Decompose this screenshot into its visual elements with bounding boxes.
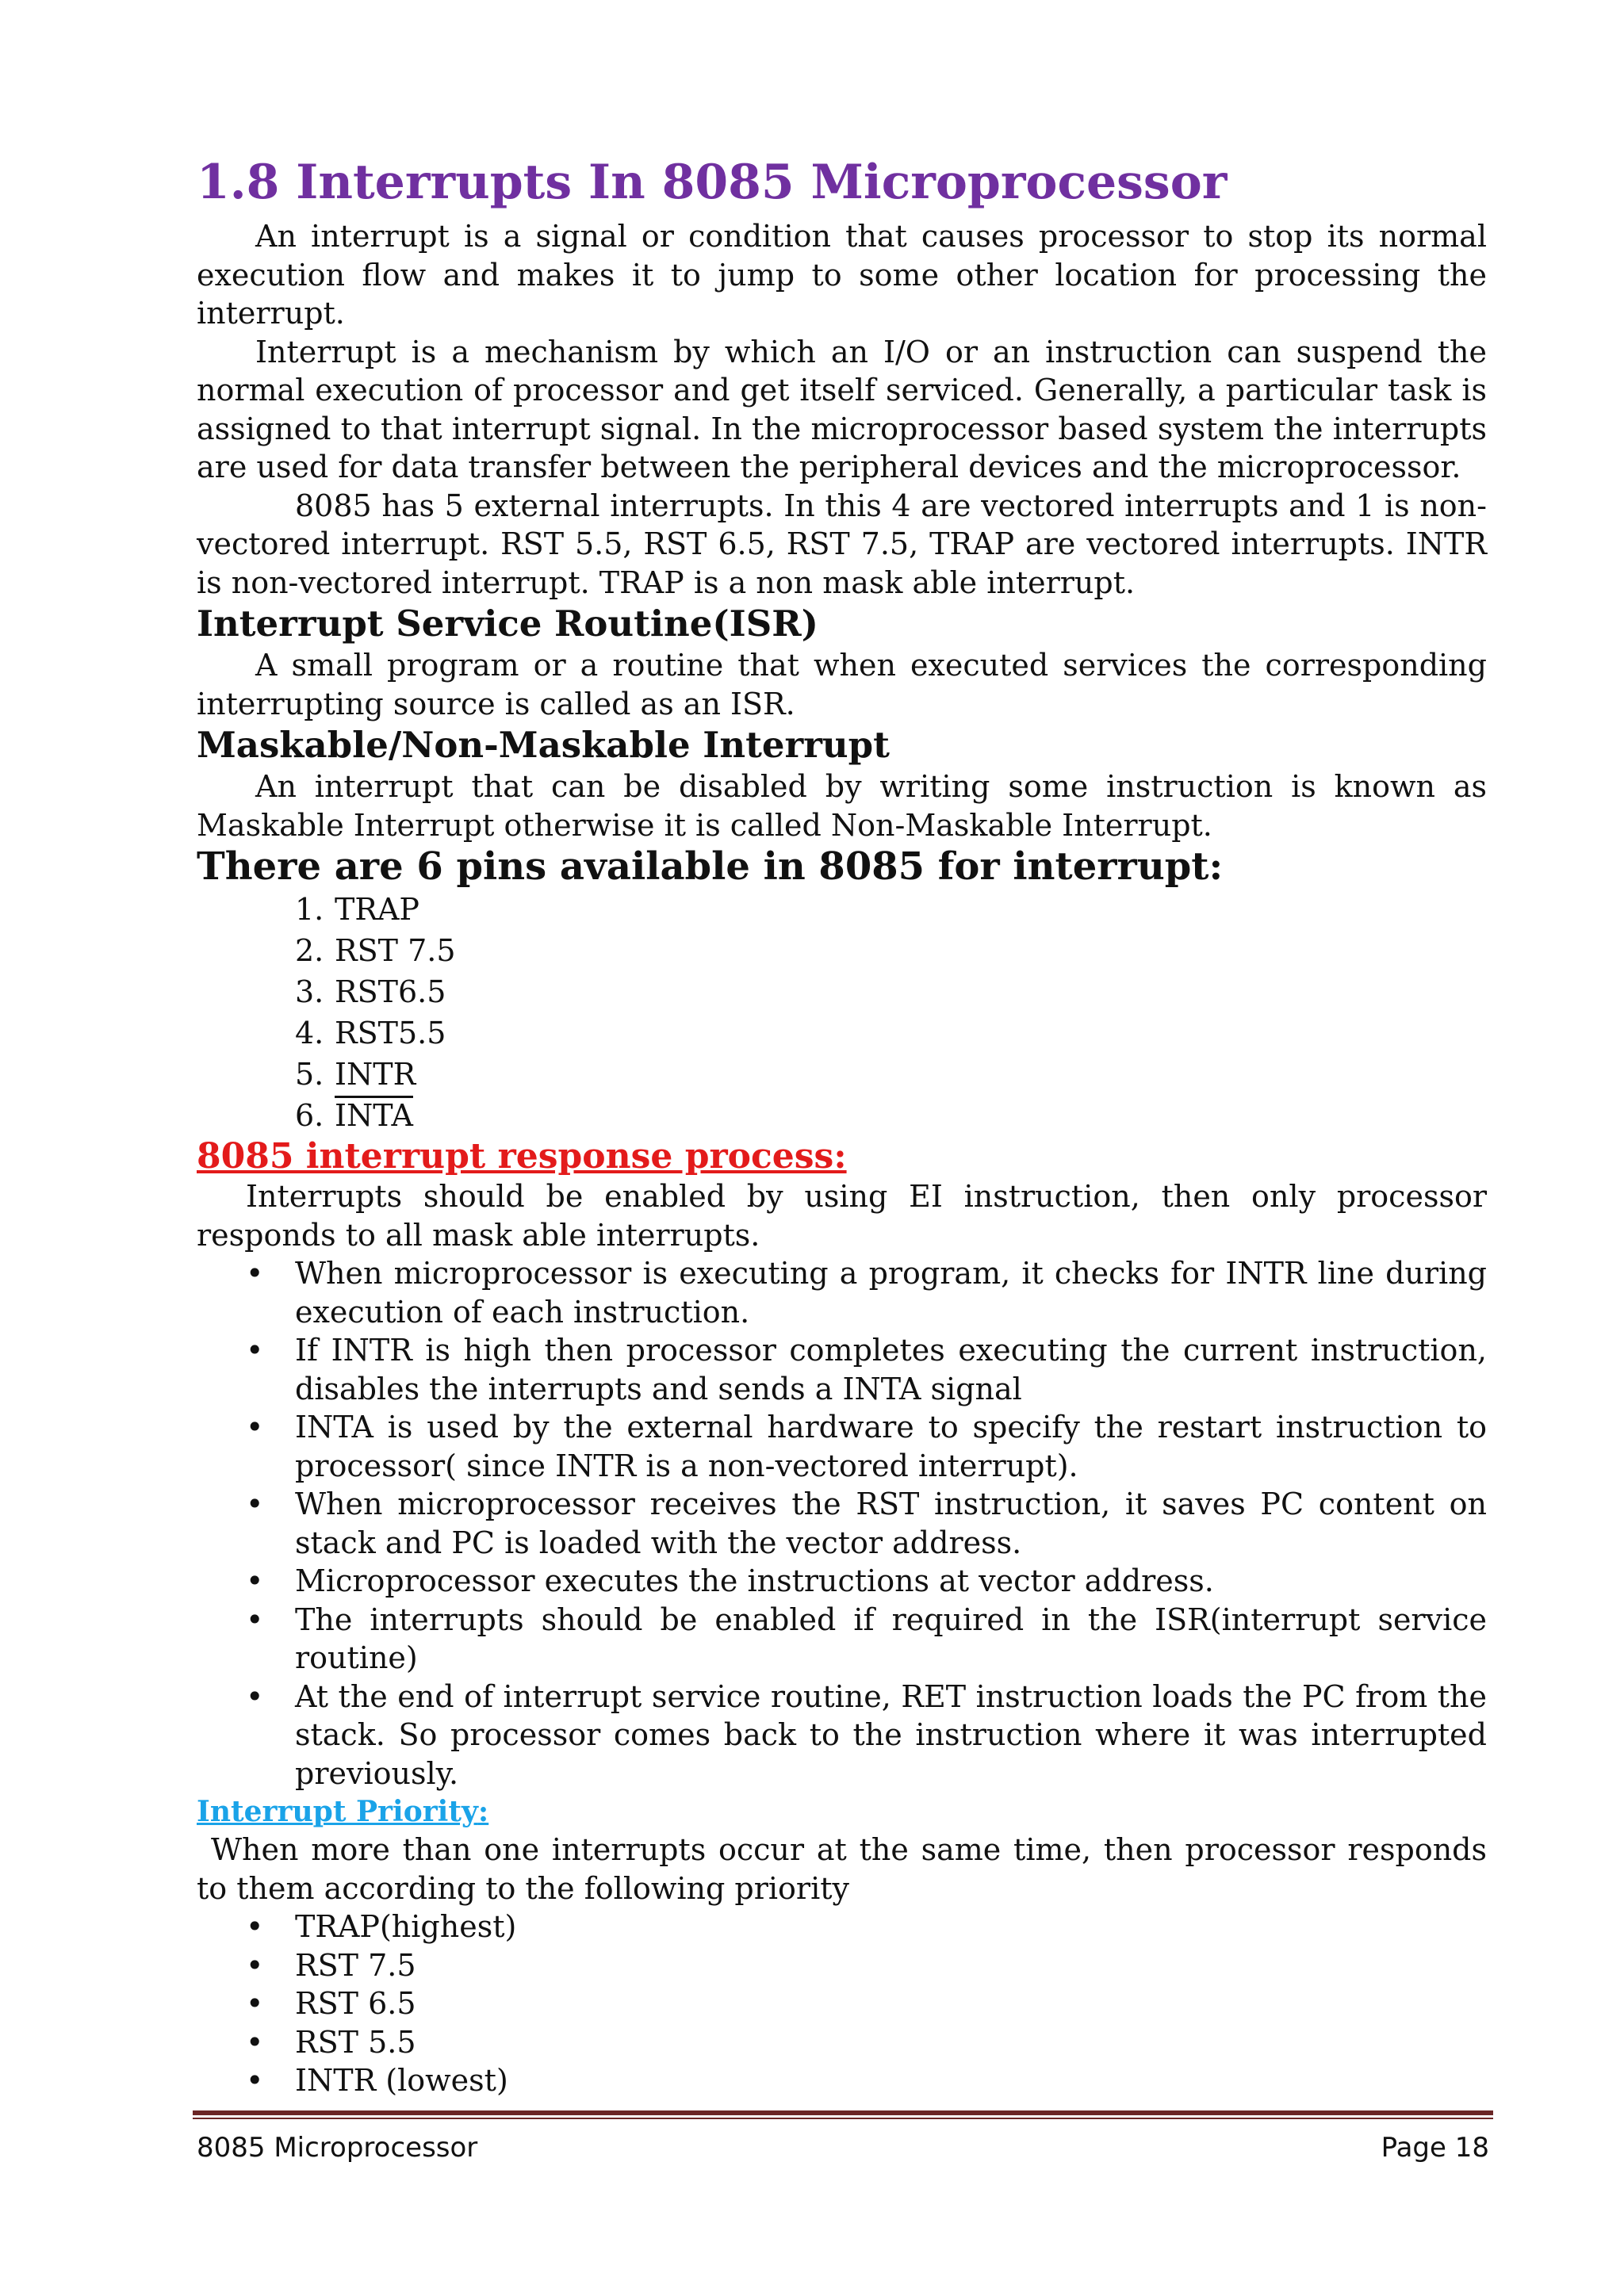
priority-list [197, 1908, 1487, 2100]
bullet-text: The interrupts should be enabled if required in the ISR(interrupt service routine) [295, 1601, 1487, 1675]
priority-heading-text: Interrupt Priority [197, 1795, 478, 1828]
pin-number: 6. [295, 1098, 324, 1133]
page-content [197, 151, 1487, 2100]
bullet-icon: • [246, 1487, 264, 1521]
pin-number: 3. [295, 974, 324, 1009]
bullet-text: When microprocessor receives the RST instruction, it saves PC content on stack and PC is loaded with the vector address. [295, 1487, 1487, 1560]
pins-list [197, 889, 1487, 1136]
bullet-icon: • [246, 1333, 264, 1368]
bullet-icon: • [246, 1947, 264, 1983]
bullet-icon: • [246, 1909, 264, 1944]
footer-rule-thin [193, 2118, 1493, 2119]
priority-item [197, 2023, 1487, 2062]
bullet-text: INTA is used by the external hardware to specify the restart instruction to processor( since INTR is a non-vectored interrupt). [295, 1410, 1487, 1483]
bullet-icon: • [246, 2063, 264, 2098]
bullet-icon: • [246, 1986, 264, 2021]
priority-heading-colon: : [477, 1795, 489, 1828]
pin-item [295, 971, 1487, 1012]
bullet-icon: • [246, 1678, 264, 1714]
intro-paragraph-2: Interrupt is a mechanism by which an I/O or an instruction can suspend the normal execution of processor and get itself serviced. Generally, a particular task is assigned to that interrupt signal. In the microprocessor based system the interrupts are used for data transfer between the peripheral devices and the microprocessor. [197, 334, 1487, 484]
maskable-paragraph: An interrupt that can be disabled by writing some instruction is known as Maskable Interrupt otherwise it is called Non-Maskable Interrupt. [197, 769, 1487, 843]
bullet-icon: • [246, 1601, 264, 1637]
priority-item [197, 1908, 1487, 1946]
bullet-icon: • [246, 1410, 264, 1445]
response-heading: 8085 interrupt response process: [197, 1136, 847, 1177]
footer-doc-title: 8085 Microprocessor [197, 2132, 478, 2164]
bullet-icon: • [246, 1563, 264, 1598]
bullet-icon: • [246, 2024, 264, 2060]
bullet-text: Microprocessor executes the instructions at vector address. [295, 1563, 1214, 1598]
pin-item [295, 889, 1487, 930]
response-bullet [197, 1331, 1487, 1408]
pins-heading: There are 6 pins available in 8085 for interrupt: [197, 844, 1224, 889]
priority-heading [197, 1793, 1487, 1831]
priority-item-text: RST 6.5 [295, 1986, 416, 2021]
intro-paragraph-1: An interrupt is a signal or condition that causes processor to stop its normal execution flow and makes it to jump to some other location for processing the interrupt. [197, 219, 1487, 331]
priority-item-text: INTR (lowest) [295, 2063, 508, 2098]
maskable-heading: Maskable/Non-Maskable Interrupt [197, 724, 890, 766]
isr-paragraph: A small program or a routine that when executed services the corresponding interrupting source is called as an ISR. [197, 648, 1487, 721]
priority-item [197, 1984, 1487, 2023]
pin-item [295, 1012, 1487, 1054]
response-bullet [197, 1678, 1487, 1793]
response-bullet [197, 1601, 1487, 1678]
priority-item-text: RST 5.5 [295, 2024, 416, 2060]
pin-number: 1. [295, 892, 324, 927]
pin-label: RST 7.5 [335, 933, 456, 968]
pin-item [295, 930, 1487, 971]
bullet-text: If INTR is high then processor completes executing the current instruction, disables the interrupts and sends a INTA signal [295, 1333, 1487, 1406]
pin-item [295, 1095, 1487, 1136]
response-intro: Interrupts should be enabled by using EI instruction, then only processor responds to all mask able interrupts. [197, 1179, 1487, 1253]
pin-label: INTR [335, 1057, 416, 1092]
bullet-text: When microprocessor is executing a program, it checks for INTR line during execution of each instruction. [295, 1256, 1487, 1330]
pin-label: TRAP [335, 892, 419, 927]
page-footer [193, 2110, 1493, 2165]
response-bullet [197, 1254, 1487, 1331]
priority-item [197, 2061, 1487, 2100]
response-bullet [197, 1408, 1487, 1485]
pin-item [295, 1054, 1487, 1095]
priority-paragraph: When more than one interrupts occur at the same time, then processor responds to them according to the following priority [197, 1832, 1487, 1906]
priority-item-text: TRAP(highest) [295, 1909, 517, 1944]
footer-page-number: Page 18 [1381, 2132, 1489, 2164]
pin-label: INTA [335, 1098, 413, 1133]
footer-text-row [193, 2130, 1493, 2165]
response-bullet [197, 1485, 1487, 1562]
bullet-text: At the end of interrupt service routine, RET instruction loads the PC from the stack. So processor comes back to the instruction where it was interrupted previously. [295, 1678, 1487, 1791]
pin-number: 5. [295, 1057, 324, 1092]
pin-label: RST6.5 [335, 974, 446, 1009]
bullet-icon: • [246, 1256, 264, 1291]
priority-item-text: RST 7.5 [295, 1947, 416, 1983]
response-bullets [197, 1254, 1487, 1793]
page-title: 1.8 Interrupts In 8085 Microprocessor [197, 155, 1228, 210]
response-bullet [197, 1562, 1487, 1601]
isr-heading: Interrupt Service Routine(ISR) [197, 603, 818, 645]
pin-label: RST5.5 [335, 1016, 446, 1050]
priority-item [197, 1946, 1487, 1985]
pin-number: 4. [295, 1016, 324, 1050]
intro-paragraph-3: 8085 has 5 external interrupts. In this 4 are vectored interrupts and 1 is non-vectored interrupt. RST 5.5, RST 6.5, RST 7.5, TRAP are vectored interrupts. INTR is non-vectored interrupt. TRAP is a non mask able interrupt. [197, 488, 1487, 600]
pin-number: 2. [295, 933, 324, 968]
